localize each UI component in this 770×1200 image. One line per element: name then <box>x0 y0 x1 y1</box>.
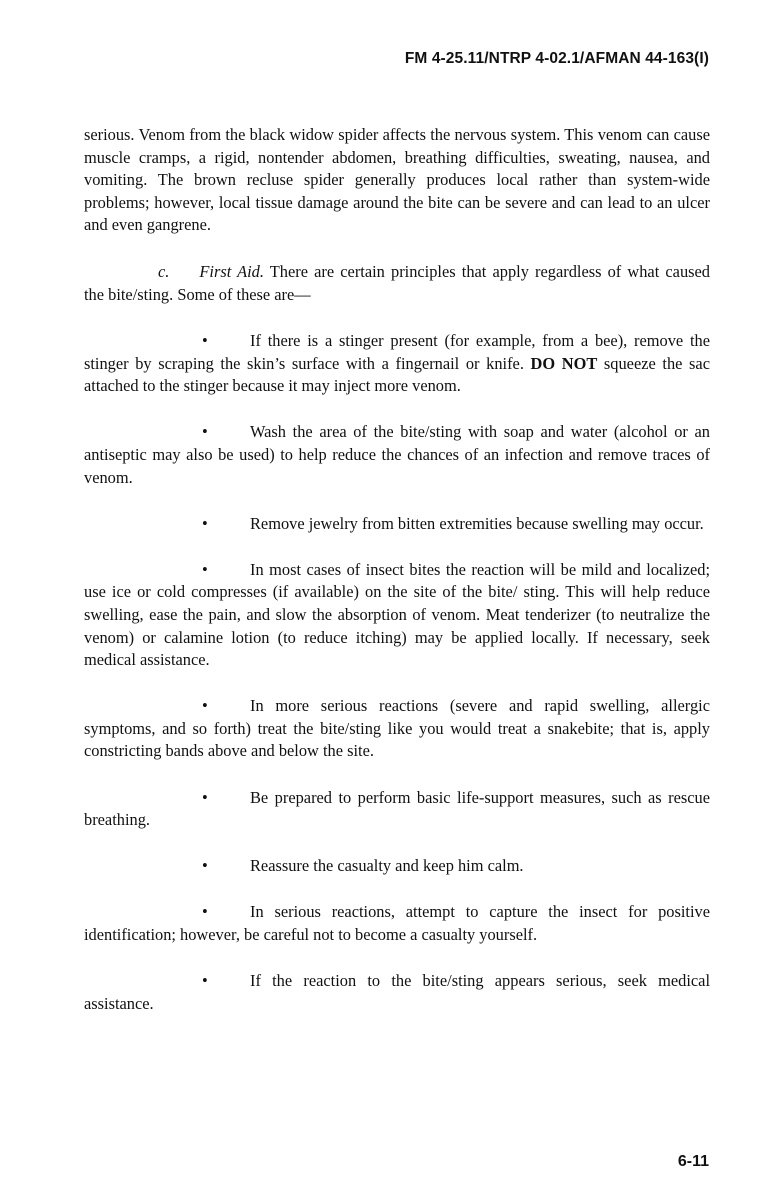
page-number: 6-11 <box>677 1153 709 1170</box>
bullet-marker: • <box>202 331 208 351</box>
bullet-text: In most cases of insect bites the reaction will be mild and localized; use ice or cold compresses (if available) on the site of the bite/ sting. This will help reduce swelling, ease the pain, and slow the absorption of venom. Meat tenderizer (to neutralize the venom) or calamine lotion (to reduce itching) may be applied locally. If necessary, seek medical assistance. <box>84 559 710 670</box>
bullet-item <box>84 559 710 672</box>
bullet-item <box>84 695 710 763</box>
bullet-marker: • <box>202 696 208 716</box>
first-aid-paragraph <box>84 261 710 306</box>
bullet-text: Wash the area of the bite/sting with soap and water (alcohol or an antiseptic may also be used) to help reduce the chances of an infection and remove traces of venom. <box>84 422 710 487</box>
first-aid-text: There are certain principles that apply regardless of what caused the bite/sting. Some of these are— <box>84 261 710 304</box>
bullet-marker: • <box>202 856 208 876</box>
bullet-item <box>84 970 710 1015</box>
bullet-item <box>84 421 710 489</box>
bullet-item <box>84 901 710 946</box>
page-body <box>84 124 710 1039</box>
bullet-text: In more serious reactions (severe and rapid swelling, allergic symptoms, and so forth) treat the bite/sting like you would treat a snakebite; that is, apply constricting bands above and below the site. <box>84 696 710 761</box>
bullet-item <box>84 330 710 398</box>
bullet-text: If there is a stinger present (for example, from a bee), remove the stinger by scraping the skin’s surface with a fingernail or knife. <box>84 331 710 373</box>
bullet-emphasis: DO NOT <box>530 353 598 373</box>
running-header: FM 4-25.11/NTRP 4-02.1/AFMAN 44-163(I) <box>404 50 709 67</box>
bullet-marker: • <box>202 787 208 807</box>
bullet-text: If the reaction to the bite/sting appears serious, seek medical assistance. <box>84 971 710 1013</box>
first-aid-label: First Aid. <box>199 261 264 281</box>
bullet-text-continued: squeeze the sac attached to the stinger because it may inject more venom. <box>84 353 710 396</box>
bullet-text: Be prepared to perform basic life-support measures, such as rescue breathing. <box>84 787 710 830</box>
bullet-marker: • <box>202 971 208 991</box>
first-aid-marker: c. <box>158 261 170 281</box>
bullet-marker: • <box>202 422 208 442</box>
bullet-item <box>84 513 710 536</box>
bullet-text: Reassure the casualty and keep him calm. <box>250 856 524 876</box>
bullet-marker: • <box>202 559 208 579</box>
bullet-item <box>84 855 710 878</box>
bullet-marker: • <box>202 902 208 922</box>
bullet-item <box>84 787 710 832</box>
bullet-text: In serious reactions, attempt to capture the insect for positive identification; however, be careful not to become a casualty yourself. <box>84 902 710 944</box>
intro-paragraph: serious. Venom from the black widow spider affects the nervous system. This venom can cause muscle cramps, a rigid, nontender abdomen, breathing difficulties, sweating, nausea, and vomiting. The brown recluse spider generally produces local rather than system-wide problems; however, local tissue damage around the bite can be severe and can lead to an ulcer and even gangrene. <box>84 125 710 235</box>
bullet-marker: • <box>202 513 208 533</box>
bullet-text: Remove jewelry from bitten extremities because swelling may occur. <box>250 513 704 533</box>
